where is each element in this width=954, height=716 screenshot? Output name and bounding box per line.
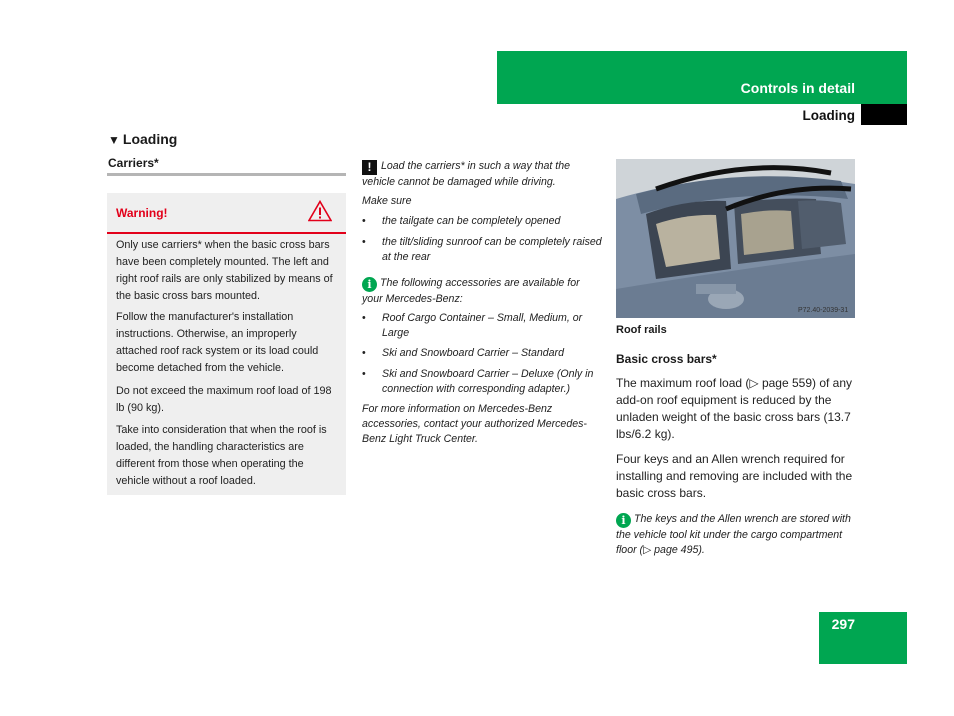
warning-rule [107,232,346,234]
triangle-down-icon: ▼ [108,133,120,147]
warning-paragraph: Do not exceed the maximum roof load of 198 lb (90 kg). [116,385,332,414]
header-bar [497,51,907,104]
list-item: • Ski and Snowboard Carrier – Deluxe (Only in connection with corresponding adapter.) [362,368,594,395]
basic-cross-bars-heading: Basic cross bars* [616,352,717,366]
info-icon: i [362,277,377,292]
section-heading: ▼ Loading [108,131,178,147]
subsection-title: Loading [802,108,855,123]
caution-note: ! Load the carriers* in such a way that the vehicle cannot be damaged while driving. [362,160,571,188]
warning-paragraph: Take into consideration that when the roof is loaded, the handling characteristics are different from those when operating the vehicle without a roof loaded. [116,424,327,487]
warning-paragraph: Follow the manufacturer's installation instructions. Otherwise, an improperly attached roof rack system or its load could become detached from the vehicle. [116,311,319,374]
roof-rails-photo [616,159,855,318]
list-item: • the tailgate can be completely opened [362,215,561,227]
chapter-title: Controls in detail [740,80,855,96]
photo-caption: Roof rails [616,324,667,336]
carriers-heading: Carriers* [108,156,159,170]
info-note: i The following accessories are available for your Mercedes-Benz: [362,277,580,305]
heading-rule [107,173,346,176]
body-paragraph: The maximum roof load (▷ page 559) of any add-on roof equipment is reduced by the unladen weight of the basic cross bars (13.7 lbs/6.2 kg). [616,376,853,441]
exclamation-icon: ! [362,160,377,175]
warning-title: Warning! [116,206,168,220]
warning-triangle-icon [308,200,332,222]
list-item: • Roof Cargo Container – Small, Medium, or Large [362,312,583,339]
more-info-paragraph: For more information on Mercedes-Benz accessories, contact your authorized Mercedes-Benz Light Truck Center. [362,403,587,445]
header-tab-marker [861,104,907,125]
list-item: • the tilt/sliding sunroof can be completely raised at the rear [362,236,602,263]
make-sure-label: Make sure [362,195,412,207]
warning-paragraph: Only use carriers* when the basic cross bars have been completely mounted. The left and right roof rails are only stabilized by means of the basic cross bars mounted. [116,239,333,302]
page-number: 297 [831,616,855,632]
info-note: i The keys and the Allen wrench are stored with the vehicle tool kit under the cargo compartment floor (▷ page 495). [616,513,851,556]
info-icon: i [616,513,631,528]
body-paragraph: Four keys and an Allen wrench required for installing and removing are included with the basic cross bars. [616,452,853,500]
photo-code: P72.40-2039-31 [798,307,849,314]
list-item: • Ski and Snowboard Carrier – Standard [362,347,564,359]
